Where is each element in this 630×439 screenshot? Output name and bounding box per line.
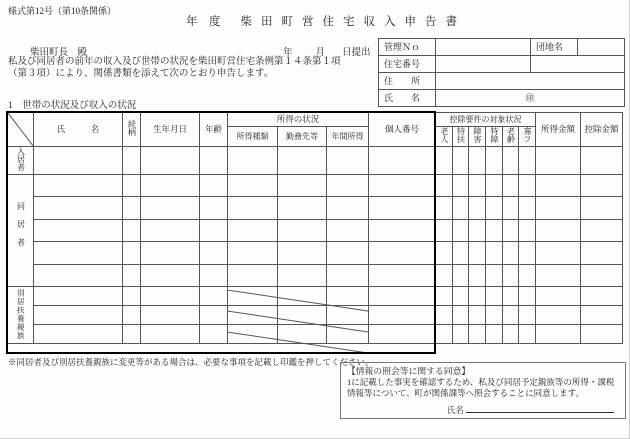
management-no-field bbox=[436, 39, 531, 56]
col-header-personal-number: 個人番号 bbox=[369, 113, 436, 147]
corner-diagonal-line bbox=[8, 113, 33, 146]
entry-cell bbox=[369, 287, 436, 306]
entry-cell bbox=[200, 325, 228, 344]
na-cell bbox=[228, 325, 278, 344]
entry-cell bbox=[369, 197, 436, 220]
entry-cell bbox=[141, 264, 200, 287]
entry-cell bbox=[436, 264, 453, 287]
declaration-line-1: 私及び同居者の前年の収入及び世帯の状況を柴田町営住宅条例第１４条第１項 bbox=[8, 57, 341, 67]
entry-cell bbox=[141, 146, 200, 174]
consent-title: 【情報の照会等に関する同意】 bbox=[347, 366, 471, 376]
entry-cell bbox=[228, 146, 278, 174]
addressee: 柴田町長 殿 bbox=[30, 48, 88, 58]
consent-name-label: 氏名 bbox=[447, 404, 465, 415]
col-header-elderly: 老人 bbox=[436, 127, 453, 147]
entry-cell bbox=[369, 219, 436, 242]
consent-name-line bbox=[347, 403, 619, 416]
entry-cell bbox=[141, 287, 200, 306]
entry-cell bbox=[469, 219, 486, 242]
entry-cell bbox=[469, 174, 486, 197]
entry-cell bbox=[453, 174, 469, 197]
col-header-birthdate: 生年月日 bbox=[141, 113, 200, 147]
col-header-relation: 続柄 bbox=[123, 113, 141, 147]
entry-cell bbox=[123, 242, 141, 265]
entry-cell bbox=[519, 174, 536, 197]
entry-cell bbox=[200, 242, 228, 265]
applicant-info-box bbox=[378, 38, 625, 107]
entry-cell bbox=[327, 197, 369, 220]
entry-cell bbox=[123, 287, 141, 306]
entry-cell bbox=[469, 146, 486, 174]
entry-cell bbox=[278, 174, 327, 197]
entry-cell bbox=[34, 219, 123, 242]
entry-cell bbox=[519, 197, 536, 220]
title-year-label: 年 度 bbox=[186, 16, 221, 28]
na-cell bbox=[278, 287, 327, 306]
entry-cell bbox=[453, 146, 469, 174]
entry-cell bbox=[436, 325, 453, 344]
consent-body: 1に記載した事実を確認するため、私及び同居予定親族等の所得・課税情報等について、町が関係課等へ照会することに同意します。 bbox=[347, 377, 615, 399]
entry-cell bbox=[581, 306, 623, 325]
entry-cell bbox=[536, 174, 581, 197]
col-header-name: 氏 名 bbox=[34, 113, 123, 147]
col-header-age: 年齢 bbox=[200, 113, 228, 147]
entry-cell bbox=[503, 219, 519, 242]
entry-cell bbox=[200, 174, 228, 197]
header-corner-cell bbox=[8, 113, 34, 147]
entry-cell bbox=[581, 146, 623, 174]
entry-cell bbox=[278, 219, 327, 242]
entry-cell bbox=[228, 264, 278, 287]
entry-cell bbox=[486, 146, 503, 174]
entry-cell bbox=[581, 174, 623, 197]
col-header-income-type: 所得種類 bbox=[228, 127, 278, 147]
entry-cell bbox=[123, 174, 141, 197]
submission-date-line bbox=[283, 44, 371, 58]
entry-cell bbox=[453, 306, 469, 325]
entry-cell bbox=[453, 287, 469, 306]
entry-cell bbox=[581, 325, 623, 344]
entry-cell bbox=[503, 197, 519, 220]
entry-cell bbox=[503, 287, 519, 306]
entry-cell bbox=[34, 287, 123, 306]
row-group-tenant: 入居者 bbox=[8, 146, 34, 174]
entry-cell bbox=[469, 325, 486, 344]
entry-cell bbox=[228, 174, 278, 197]
entry-cell bbox=[200, 146, 228, 174]
entry-cell bbox=[436, 146, 453, 174]
name-field bbox=[436, 90, 625, 107]
entry-cell bbox=[536, 325, 581, 344]
entry-cell bbox=[200, 219, 228, 242]
entry-cell bbox=[503, 306, 519, 325]
na-cell bbox=[228, 287, 278, 306]
entry-cell bbox=[503, 242, 519, 265]
entry-cell bbox=[369, 306, 436, 325]
entry-cell bbox=[486, 306, 503, 325]
date-year-label: 年 bbox=[283, 48, 293, 58]
entry-cell bbox=[369, 325, 436, 344]
col-header-workplace: 勤務先等 bbox=[278, 127, 327, 147]
entry-cell bbox=[486, 287, 503, 306]
col-header-deduction-status: 控除要件の対象状況 bbox=[436, 113, 536, 127]
entry-cell bbox=[486, 264, 503, 287]
entry-cell bbox=[200, 197, 228, 220]
col-header-specified-dependent: 特扶 bbox=[453, 127, 469, 147]
section-1-title: 1 世帯の状況及び収入の状況 bbox=[8, 101, 137, 111]
entry-cell bbox=[369, 174, 436, 197]
entry-cell bbox=[469, 197, 486, 220]
entry-cell bbox=[327, 219, 369, 242]
entry-cell bbox=[34, 174, 123, 197]
col-header-deduction-amount: 控除金額 bbox=[581, 113, 623, 147]
na-cell bbox=[278, 306, 327, 325]
entry-cell bbox=[436, 197, 453, 220]
estate-name-label: 団地名 bbox=[531, 39, 578, 56]
entry-cell bbox=[34, 146, 123, 174]
entry-cell bbox=[536, 264, 581, 287]
col-header-annual-income: 年間所得 bbox=[327, 127, 369, 147]
entry-cell bbox=[436, 306, 453, 325]
entry-cell bbox=[141, 242, 200, 265]
entry-cell bbox=[536, 219, 581, 242]
management-no-label: 管理Ｎｏ bbox=[379, 39, 436, 56]
entry-cell bbox=[200, 287, 228, 306]
declaration-line-2: （第３項）により、関係書類を添えて次のとおり申告します。 bbox=[8, 68, 274, 79]
entry-cell bbox=[581, 287, 623, 306]
na-cell bbox=[327, 306, 369, 325]
entry-cell bbox=[327, 242, 369, 265]
entry-cell bbox=[469, 287, 486, 306]
entry-cell bbox=[141, 219, 200, 242]
entry-cell bbox=[503, 325, 519, 344]
date-day-label: 日提出 bbox=[342, 48, 371, 58]
entry-cell bbox=[436, 287, 453, 306]
entry-cell bbox=[123, 325, 141, 344]
na-cell bbox=[228, 306, 278, 325]
entry-cell bbox=[436, 174, 453, 197]
entry-cell bbox=[469, 306, 486, 325]
house-number-extra-field bbox=[531, 56, 625, 73]
entry-cell bbox=[123, 264, 141, 287]
entry-cell bbox=[536, 197, 581, 220]
entry-cell bbox=[141, 306, 200, 325]
page-title bbox=[0, 13, 630, 29]
col-header-disability: 障害 bbox=[469, 127, 486, 147]
entry-cell bbox=[278, 264, 327, 287]
entry-cell bbox=[369, 242, 436, 265]
entry-cell bbox=[327, 174, 369, 197]
entry-cell bbox=[34, 325, 123, 344]
house-number-field bbox=[436, 56, 531, 73]
entry-cell bbox=[278, 146, 327, 174]
entry-cell bbox=[519, 219, 536, 242]
entry-cell bbox=[123, 146, 141, 174]
entry-cell bbox=[34, 197, 123, 220]
entry-cell bbox=[486, 242, 503, 265]
entry-cell bbox=[436, 219, 453, 242]
entry-cell bbox=[519, 264, 536, 287]
entry-cell bbox=[519, 306, 536, 325]
household-income-table bbox=[7, 112, 623, 344]
entry-cell bbox=[141, 174, 200, 197]
entry-cell bbox=[536, 287, 581, 306]
entry-cell bbox=[581, 264, 623, 287]
date-month-label: 月 bbox=[315, 48, 326, 58]
entry-cell bbox=[503, 264, 519, 287]
declaration-text bbox=[8, 57, 341, 80]
entry-cell bbox=[536, 146, 581, 174]
col-header-old-age: 老齢 bbox=[503, 127, 519, 147]
entry-cell bbox=[453, 242, 469, 265]
entry-cell bbox=[141, 325, 200, 344]
entry-cell bbox=[34, 242, 123, 265]
entry-cell bbox=[469, 242, 486, 265]
entry-cell bbox=[486, 174, 503, 197]
entry-cell bbox=[436, 242, 453, 265]
entry-cell bbox=[123, 306, 141, 325]
entry-cell bbox=[369, 146, 436, 174]
consent-name-field bbox=[466, 403, 614, 413]
title-main: 柴田町営住宅収入申告書 bbox=[240, 16, 466, 28]
entry-cell bbox=[519, 325, 536, 344]
entry-cell bbox=[519, 242, 536, 265]
entry-cell bbox=[581, 219, 623, 242]
entry-cell bbox=[141, 197, 200, 220]
entry-cell bbox=[123, 219, 141, 242]
seal-mark-icon: ㊞ bbox=[525, 92, 535, 103]
na-cell bbox=[327, 325, 369, 344]
entry-cell bbox=[34, 264, 123, 287]
na-cell bbox=[327, 287, 369, 306]
entry-cell bbox=[536, 242, 581, 265]
entry-cell bbox=[327, 146, 369, 174]
entry-cell bbox=[200, 264, 228, 287]
entry-cell bbox=[228, 242, 278, 265]
estate-name-field bbox=[578, 39, 625, 56]
entry-cell bbox=[486, 197, 503, 220]
entry-cell bbox=[536, 306, 581, 325]
row-group-separate-dependents: 別居扶養親族 bbox=[8, 287, 34, 344]
entry-cell bbox=[228, 219, 278, 242]
entry-cell bbox=[453, 219, 469, 242]
entry-cell bbox=[228, 197, 278, 220]
entry-cell bbox=[327, 264, 369, 287]
entry-cell bbox=[369, 264, 436, 287]
form-number: 様式第12号（第10条関係） bbox=[8, 6, 117, 16]
entry-cell bbox=[34, 306, 123, 325]
entry-cell bbox=[453, 264, 469, 287]
entry-cell bbox=[519, 146, 536, 174]
entry-cell bbox=[581, 242, 623, 265]
entry-cell bbox=[503, 146, 519, 174]
entry-cell bbox=[503, 174, 519, 197]
row-group-cohabitant: 同居者 bbox=[8, 174, 34, 287]
entry-cell bbox=[519, 287, 536, 306]
footnote: ※同居者及び別居扶養親族に変更等がある場合は、必要な事項を記載し印鑑を押してください。 bbox=[8, 357, 374, 367]
entry-cell bbox=[123, 197, 141, 220]
house-number-label: 住宅番号 bbox=[379, 56, 436, 73]
entry-cell bbox=[200, 306, 228, 325]
entry-cell bbox=[278, 197, 327, 220]
entry-cell bbox=[469, 264, 486, 287]
address-field bbox=[436, 73, 625, 90]
entry-cell bbox=[453, 197, 469, 220]
entry-cell bbox=[453, 325, 469, 344]
entry-cell bbox=[581, 197, 623, 220]
na-cell bbox=[278, 325, 327, 344]
entry-cell bbox=[486, 325, 503, 344]
col-header-widow: 寡フ bbox=[519, 127, 536, 147]
col-header-income-amount: 所得金額 bbox=[536, 113, 581, 147]
consent-box bbox=[340, 362, 626, 419]
entry-cell bbox=[278, 242, 327, 265]
name-label: 氏 名 bbox=[379, 90, 436, 107]
col-header-income-status: 所得の状況 bbox=[228, 113, 369, 127]
address-label: 住 所 bbox=[379, 73, 436, 90]
col-header-special-disability: 特障 bbox=[486, 127, 503, 147]
entry-cell bbox=[486, 219, 503, 242]
